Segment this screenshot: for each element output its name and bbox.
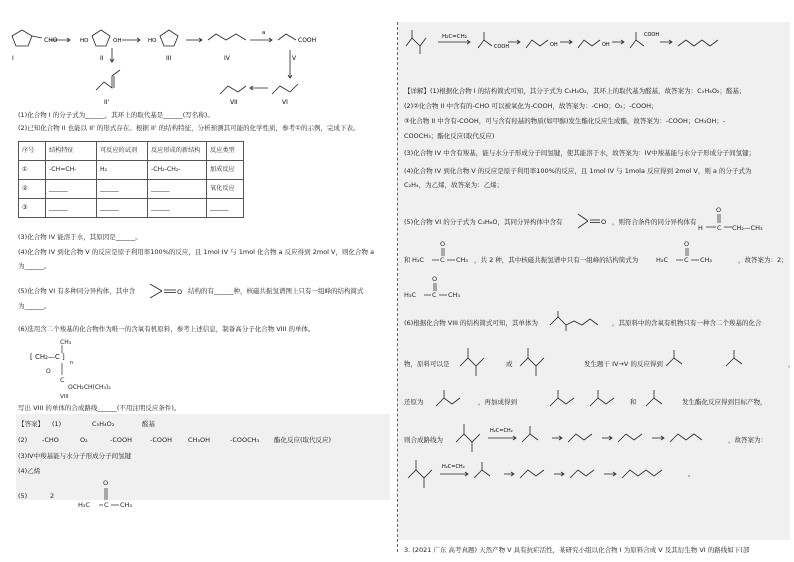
detail-10b: ，故答案为：	[728, 436, 767, 444]
cell: ①	[19, 161, 46, 180]
label-IV: IV	[224, 55, 230, 62]
label-II: II	[100, 55, 104, 62]
allyl-alcohol	[272, 84, 298, 94]
answer-4: (4)乙烯	[18, 467, 41, 475]
route-top-oh: OH	[550, 42, 558, 48]
answer-tag: 【答案】	[18, 420, 44, 428]
answer-2-num: (2)	[18, 436, 28, 444]
label-III: III	[166, 55, 172, 62]
answer-2-item: -CHO	[42, 436, 59, 444]
question-4-line-2: 为______。	[18, 262, 51, 270]
question-4-line-1: (4)化合物 IV 到化合物 V 的反应是原子利用率100%的反应，且 1mol IV 与 1mol 化合物 a 反应得到 2mol V，则化合物 a	[18, 248, 375, 256]
route-bottom-reagent: H₂C=CH₂	[442, 464, 465, 470]
furan-ring	[12, 30, 32, 46]
carbonyl-oxygen: O	[177, 288, 183, 296]
ketone-bonds-r3	[420, 281, 460, 301]
polymer-methyl: CH₃	[60, 339, 72, 346]
ketone-c: C	[104, 501, 109, 509]
detail-3b: COOCH₃；酯化反应(取代反应)	[404, 132, 495, 140]
acrylic-acid	[278, 34, 296, 40]
monomer-structure	[548, 311, 608, 331]
compound-II-prime	[96, 70, 120, 90]
route-top-cooh-2: COOH	[644, 32, 660, 38]
ketone-right-r3: CH₃	[448, 291, 461, 299]
route-top-oh-2: OH	[602, 42, 610, 48]
cell: ______	[148, 180, 207, 199]
cooh-label-V: COOH	[298, 37, 317, 44]
question-1: (1)化合物 I 的分子式为______，其环上的取代基是______(写名称)。	[18, 111, 214, 119]
th-reagent: 可反应的试剂	[97, 142, 148, 161]
question-5-line-2: 为______。	[18, 302, 51, 310]
polymer-n: n	[70, 360, 74, 366]
table-row	[19, 199, 244, 218]
ald-rest: CH₂—CH₃	[732, 224, 763, 232]
detail-10a: 则合成路线为	[404, 436, 443, 444]
ketone-right-r2: CH₃	[700, 256, 713, 264]
detail-9a: 还原为	[404, 398, 424, 406]
propanol	[220, 86, 246, 94]
cell: ______	[148, 199, 207, 218]
answer-5-num: (5)	[18, 492, 28, 500]
answer-2-item: 酯化反应(取代反应)	[274, 436, 332, 444]
cell: ______	[97, 180, 148, 199]
th-feature: 结构特征	[46, 142, 97, 161]
cell: 氧化反应	[207, 180, 244, 199]
detail-8a: 物，原料可以是	[404, 360, 450, 368]
carbonyl-group-drawing	[148, 280, 188, 302]
answer-5-count: 2	[50, 492, 55, 500]
route-mid-reagent: H₂C=CH₂	[490, 428, 513, 434]
ketone-left-r3: H₃C	[404, 291, 417, 299]
isobutanol-structures	[546, 388, 626, 412]
polymer-c: C	[60, 376, 65, 384]
next-question: 3. (2021 广东 高考真题) 天然产物 V 具有抗疟活性，某研究小组以化合物 I 为原料合成 V 及其衍生物 VI 的路线如下(部	[404, 546, 750, 554]
ketone-right-r1: CH₃	[456, 256, 469, 264]
polymer-label: VIII	[60, 394, 69, 400]
ketone-right: CH₃	[120, 501, 133, 509]
question-5-line-1a: (5)化合物 VI 有多种同分异构体，其中含	[18, 287, 136, 295]
ketone-c-r3: C	[432, 291, 437, 299]
ho-label-III: HO	[148, 38, 157, 44]
detail-6b: ，则符合条件的同分异构体有	[612, 218, 697, 226]
detail-6a: (5)化合物 VI 的分子式为 C₃H₆O，其同分异构体中含有	[404, 218, 563, 226]
answer-2-item: -COOCH₃	[230, 436, 260, 444]
ald-bonds	[703, 212, 743, 236]
carbonyl-o-right: O	[601, 218, 607, 226]
table-row	[19, 161, 244, 180]
oh-label-II: OH	[113, 38, 122, 44]
label-II-prime: II'	[104, 99, 110, 106]
route-top-reagent: H₂C=CH₂	[442, 34, 467, 40]
ketone-left-r1: H₃C	[412, 256, 425, 264]
detail-8c: 发生题干 IV→V 的反应得到	[584, 360, 663, 368]
detail-6e: ，故答案为：2；	[738, 256, 788, 264]
polymer-carbonyl-o: O	[46, 368, 51, 375]
detail-4: (3)化合物 IV 中含有羧基，能与水分子形成分子间氢键，使其能溶于水，故答案为：IV中羧基能与水分子形成分子间氢键；	[404, 149, 756, 157]
answer-2-item: -COOH	[110, 436, 133, 444]
detail-5a: (4)化合物 IV 到化合物 V 的反应是原子利用率100%的反应，且 1mol IV 与 1mola 反应得到 2mol V，则 a 的分子式为	[404, 167, 752, 175]
cell: ______	[46, 180, 97, 199]
detail-9b: ，再加成得到	[478, 398, 517, 406]
table-row	[19, 180, 244, 199]
detail-1: 【详解】(1)根据化合物 I 的结构简式可知，其分子式为 C₅H₄O₂，其环上的取代基为醛基，故答案为：C₅H₄O₂；醛基；	[404, 87, 746, 95]
polymer-ester: OCH₂CH(CH₃)₂	[68, 384, 111, 391]
label-VII: VII	[230, 99, 238, 106]
polymer-bonds	[54, 345, 84, 395]
detail-8d: ，	[788, 360, 794, 368]
ketone-c-r1: C	[440, 256, 445, 264]
detail-8b: 或	[506, 360, 513, 368]
ald-c: C	[717, 224, 722, 232]
methacrylic-acid-structures	[662, 346, 782, 376]
question-6-line-2: 写出 VIII 的单体的合成路线______(不用注明反应条件)。	[18, 404, 181, 412]
ho-label-II: HO	[80, 38, 89, 44]
th-type: 反应类型	[207, 142, 244, 161]
ketone-left: H₃C	[78, 501, 91, 509]
detail-9d: 发生酯化反应得到目标产物，	[682, 398, 767, 406]
reagent-a-label: a	[262, 30, 266, 36]
cell: ③	[19, 199, 46, 218]
ketone-o-r3: O	[432, 275, 438, 283]
synthesis-route-bottom	[404, 456, 684, 492]
cell: 加成反应	[207, 161, 244, 180]
cell: ______	[97, 199, 148, 218]
answer-2-item: -COOH	[150, 436, 173, 444]
cell: -CH=CH-	[46, 161, 97, 180]
question-2: (2)已知化合物 II 也能以 II' 的形式存在。根据 II' 的结构特征，分析预测其可能的化学性质，参考①的示例，完成下表。	[18, 124, 360, 132]
ald-oxygen: O	[716, 206, 722, 214]
ring-III	[160, 30, 178, 46]
ketone-left-r2: H₃C	[656, 256, 669, 264]
answer-1-formula: C₅H₄O₂	[92, 420, 115, 428]
detail-3a: ③化合物 II 中含有-COOH，可与含有羟基的物质(如甲醇)发生酯化反应生成酯，故答案为：-COOH；CH₃OH；-	[404, 117, 726, 125]
property-table	[18, 141, 244, 218]
detail-6c: 和	[404, 256, 411, 264]
carbonyl-drawing-right	[576, 210, 610, 232]
answer-1-group: 醛基	[142, 420, 155, 428]
question-5-line-1b: 结构的有______种，核磁共振氢谱图上只有一组峰的结构简式	[188, 287, 364, 295]
cell: ②	[19, 180, 46, 199]
cell: ______	[207, 199, 244, 218]
question-3: (3)化合物 IV 能溶于水，其原因是______。	[18, 233, 142, 241]
cell: -CH₂-CH₂-	[148, 161, 207, 180]
detail-7b: ，其原料中的含氧有机物只有一种含二个羧基的化合	[612, 319, 762, 327]
answer-3: (3)IV中羧基能与水分子形成分子间氢键	[18, 452, 132, 460]
ring-II	[92, 30, 110, 46]
detail-2: (2)②化合物 II 中含有的-CHO 可以被氧化为-COOH，故答案为：-CHO；O₂；-COOH；	[404, 102, 658, 110]
ketone-o-r1: O	[440, 240, 446, 248]
detail-7a: (6)根据化合物 VIII 的结构简式可知，其单体为	[404, 319, 539, 327]
th-index: 序号	[19, 142, 46, 161]
ketone-bonds-r2	[672, 246, 712, 266]
route-top-cooh: COOH	[494, 44, 510, 50]
ketone-c-r2: C	[684, 256, 689, 264]
answer-1-num: (1)	[52, 420, 62, 428]
cell: H₂	[97, 161, 148, 180]
methallyl-alcohol	[432, 388, 472, 412]
cho-label: CHO	[44, 37, 58, 44]
cell: ______	[46, 199, 97, 218]
right-column	[398, 0, 794, 562]
label-VI: VI	[282, 99, 288, 106]
methacrylic-acid-3	[642, 388, 682, 412]
ketone-bonds-r1	[428, 246, 468, 266]
detail-6d: ，共 2 种，其中核磁共振氢谱中只有一组峰的结构简式为	[474, 256, 639, 264]
synthesis-route-top	[398, 22, 794, 82]
synthesis-route-middle	[452, 420, 712, 454]
answer-2-item: O₂	[80, 436, 88, 444]
th-new-structure: 反应形成的新结构	[148, 142, 207, 161]
reaction-scheme	[0, 0, 397, 110]
detail-11: 。	[688, 470, 695, 478]
detail-9c: 和	[630, 398, 637, 406]
ald-h: H	[698, 224, 703, 232]
ketone-bonds	[94, 486, 134, 516]
chain-IV	[208, 34, 246, 40]
ketone-oxygen: O	[103, 479, 109, 487]
question-6-line-1: (6)选用含二个羧基的化合物作为唯一的含氧有机原料，参考上述信息，制备高分子化合物 VIII 的单体。	[18, 325, 315, 333]
label-I: I	[12, 55, 14, 62]
polymer-backbone: [ CH₂—C ]	[30, 353, 65, 361]
ketone-o-r2: O	[684, 240, 690, 248]
label-V: V	[292, 55, 297, 62]
answer-2-item: CH₃OH	[188, 436, 211, 444]
detail-5b: C₂H₄，为乙烯，故答案为：乙烯；	[404, 181, 504, 189]
